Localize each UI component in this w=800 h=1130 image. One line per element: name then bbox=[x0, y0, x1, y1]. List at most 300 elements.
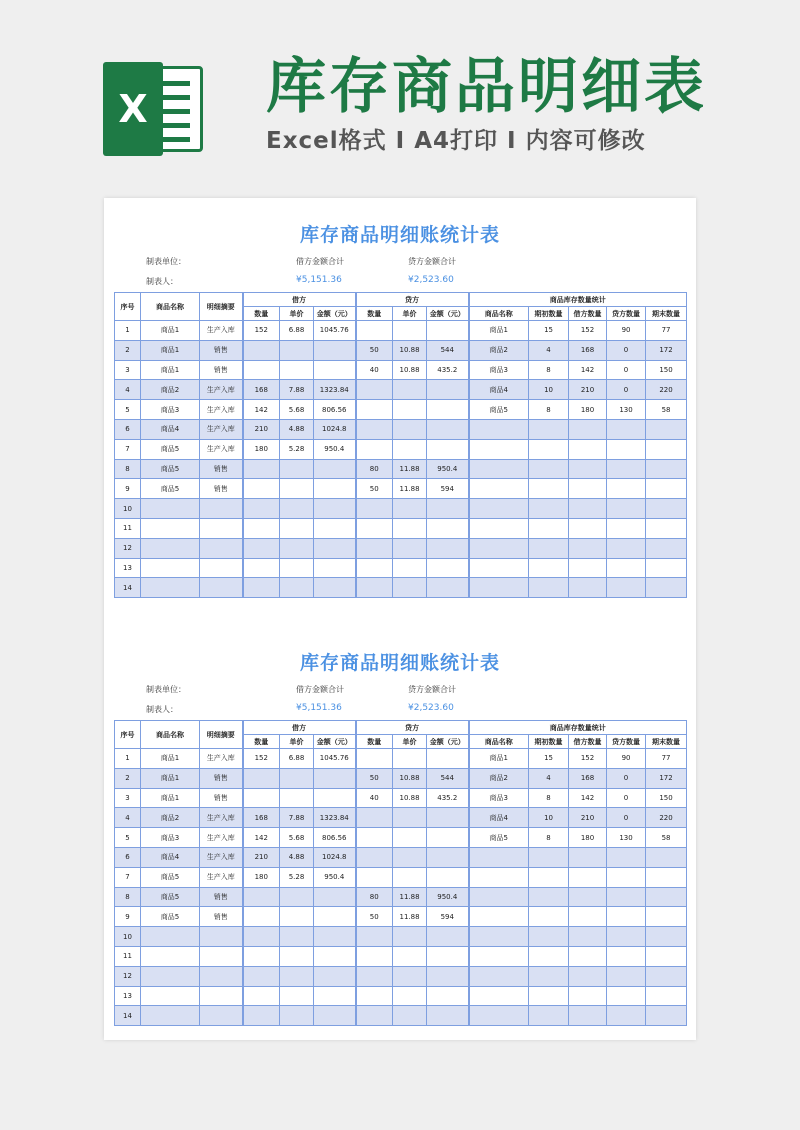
seq-cell[interactable]: 8 bbox=[115, 887, 141, 907]
debit-price-cell[interactable]: 5.68 bbox=[280, 400, 314, 420]
seq-cell[interactable]: 11 bbox=[115, 518, 141, 538]
seq-cell[interactable]: 13 bbox=[115, 986, 141, 1006]
seq-cell[interactable]: 7 bbox=[115, 439, 141, 459]
debit-price-cell[interactable] bbox=[280, 966, 314, 986]
debit-qty-total-cell[interactable] bbox=[569, 927, 607, 947]
debit-amount-cell[interactable] bbox=[314, 340, 356, 360]
debit-qty-cell[interactable] bbox=[243, 558, 280, 578]
credit-qty-total-cell[interactable] bbox=[607, 459, 646, 479]
closing-qty-cell[interactable] bbox=[646, 419, 687, 439]
summary-cell[interactable]: 生产入库 bbox=[200, 321, 243, 341]
stock-name-cell[interactable] bbox=[469, 907, 529, 927]
seq-cell[interactable]: 3 bbox=[115, 360, 141, 380]
closing-qty-cell[interactable]: 150 bbox=[646, 360, 687, 380]
credit-qty-cell[interactable]: 50 bbox=[356, 479, 393, 499]
debit-qty-total-cell[interactable]: 142 bbox=[569, 788, 607, 808]
debit-price-cell[interactable] bbox=[280, 768, 314, 788]
seq-cell[interactable]: 11 bbox=[115, 946, 141, 966]
credit-price-cell[interactable] bbox=[393, 578, 427, 598]
credit-qty-cell[interactable] bbox=[356, 808, 393, 828]
closing-qty-cell[interactable]: 220 bbox=[646, 808, 687, 828]
credit-amount-cell[interactable] bbox=[427, 946, 469, 966]
debit-amount-cell[interactable]: 1024.8 bbox=[314, 419, 356, 439]
seq-cell[interactable]: 6 bbox=[115, 419, 141, 439]
debit-qty-cell[interactable]: 180 bbox=[243, 867, 280, 887]
product-name-cell[interactable]: 商品4 bbox=[141, 847, 200, 867]
product-name-cell[interactable] bbox=[141, 578, 200, 598]
credit-price-cell[interactable] bbox=[393, 439, 427, 459]
credit-qty-total-cell[interactable]: 0 bbox=[607, 808, 646, 828]
credit-qty-cell[interactable] bbox=[356, 321, 393, 341]
seq-cell[interactable]: 10 bbox=[115, 927, 141, 947]
debit-qty-total-cell[interactable]: 180 bbox=[569, 828, 607, 848]
credit-price-cell[interactable]: 11.88 bbox=[393, 887, 427, 907]
product-name-cell[interactable]: 商品1 bbox=[141, 321, 200, 341]
credit-price-cell[interactable]: 11.88 bbox=[393, 459, 427, 479]
debit-qty-total-cell[interactable] bbox=[569, 499, 607, 519]
debit-amount-cell[interactable] bbox=[314, 1006, 356, 1026]
credit-amount-cell[interactable] bbox=[427, 749, 469, 769]
debit-price-cell[interactable] bbox=[280, 459, 314, 479]
product-name-cell[interactable] bbox=[141, 946, 200, 966]
stock-name-cell[interactable] bbox=[469, 847, 529, 867]
credit-amount-cell[interactable] bbox=[427, 499, 469, 519]
credit-qty-cell[interactable]: 40 bbox=[356, 360, 393, 380]
product-name-cell[interactable]: 商品3 bbox=[141, 400, 200, 420]
credit-qty-total-cell[interactable]: 90 bbox=[607, 321, 646, 341]
opening-qty-cell[interactable]: 4 bbox=[529, 768, 569, 788]
credit-qty-total-cell[interactable] bbox=[607, 847, 646, 867]
seq-cell[interactable]: 12 bbox=[115, 966, 141, 986]
opening-qty-cell[interactable] bbox=[529, 518, 569, 538]
closing-qty-cell[interactable] bbox=[646, 538, 687, 558]
credit-qty-total-cell[interactable]: 0 bbox=[607, 788, 646, 808]
credit-amount-cell[interactable]: 594 bbox=[427, 907, 469, 927]
credit-qty-total-cell[interactable]: 130 bbox=[607, 400, 646, 420]
debit-amount-cell[interactable] bbox=[314, 986, 356, 1006]
closing-qty-cell[interactable] bbox=[646, 518, 687, 538]
credit-qty-total-cell[interactable] bbox=[607, 946, 646, 966]
debit-qty-total-cell[interactable] bbox=[569, 907, 607, 927]
debit-qty-cell[interactable] bbox=[243, 459, 280, 479]
stock-name-cell[interactable]: 商品3 bbox=[469, 360, 529, 380]
seq-cell[interactable]: 9 bbox=[115, 479, 141, 499]
debit-amount-cell[interactable]: 1024.8 bbox=[314, 847, 356, 867]
credit-qty-total-cell[interactable]: 0 bbox=[607, 360, 646, 380]
seq-cell[interactable]: 5 bbox=[115, 828, 141, 848]
debit-qty-total-cell[interactable] bbox=[569, 419, 607, 439]
credit-price-cell[interactable]: 10.88 bbox=[393, 340, 427, 360]
closing-qty-cell[interactable] bbox=[646, 946, 687, 966]
summary-cell[interactable]: 生产入库 bbox=[200, 749, 243, 769]
credit-amount-cell[interactable] bbox=[427, 828, 469, 848]
stock-name-cell[interactable] bbox=[469, 459, 529, 479]
debit-price-cell[interactable] bbox=[280, 946, 314, 966]
credit-price-cell[interactable]: 10.88 bbox=[393, 788, 427, 808]
opening-qty-cell[interactable] bbox=[529, 887, 569, 907]
closing-qty-cell[interactable]: 77 bbox=[646, 321, 687, 341]
debit-amount-cell[interactable] bbox=[314, 479, 356, 499]
credit-qty-cell[interactable] bbox=[356, 986, 393, 1006]
product-name-cell[interactable] bbox=[141, 986, 200, 1006]
opening-qty-cell[interactable] bbox=[529, 479, 569, 499]
debit-price-cell[interactable] bbox=[280, 499, 314, 519]
opening-qty-cell[interactable]: 4 bbox=[529, 340, 569, 360]
debit-qty-cell[interactable]: 168 bbox=[243, 808, 280, 828]
closing-qty-cell[interactable]: 58 bbox=[646, 400, 687, 420]
credit-amount-cell[interactable] bbox=[427, 927, 469, 947]
product-name-cell[interactable]: 商品1 bbox=[141, 768, 200, 788]
closing-qty-cell[interactable] bbox=[646, 479, 687, 499]
debit-price-cell[interactable]: 5.28 bbox=[280, 867, 314, 887]
debit-amount-cell[interactable]: 806.56 bbox=[314, 828, 356, 848]
credit-qty-cell[interactable] bbox=[356, 419, 393, 439]
credit-amount-cell[interactable]: 950.4 bbox=[427, 459, 469, 479]
closing-qty-cell[interactable]: 150 bbox=[646, 788, 687, 808]
summary-cell[interactable]: 销售 bbox=[200, 907, 243, 927]
debit-amount-cell[interactable] bbox=[314, 946, 356, 966]
opening-qty-cell[interactable] bbox=[529, 927, 569, 947]
summary-cell[interactable] bbox=[200, 499, 243, 519]
credit-qty-cell[interactable] bbox=[356, 499, 393, 519]
opening-qty-cell[interactable]: 8 bbox=[529, 788, 569, 808]
debit-amount-cell[interactable] bbox=[314, 558, 356, 578]
credit-qty-cell[interactable] bbox=[356, 518, 393, 538]
summary-cell[interactable]: 生产入库 bbox=[200, 380, 243, 400]
debit-qty-total-cell[interactable]: 168 bbox=[569, 768, 607, 788]
credit-price-cell[interactable] bbox=[393, 1006, 427, 1026]
credit-qty-total-cell[interactable] bbox=[607, 499, 646, 519]
credit-qty-cell[interactable]: 50 bbox=[356, 340, 393, 360]
debit-qty-total-cell[interactable] bbox=[569, 986, 607, 1006]
opening-qty-cell[interactable] bbox=[529, 966, 569, 986]
debit-qty-cell[interactable]: 142 bbox=[243, 828, 280, 848]
credit-amount-cell[interactable]: 544 bbox=[427, 340, 469, 360]
seq-cell[interactable]: 12 bbox=[115, 538, 141, 558]
debit-qty-cell[interactable] bbox=[243, 578, 280, 598]
debit-price-cell[interactable] bbox=[280, 578, 314, 598]
credit-price-cell[interactable] bbox=[393, 946, 427, 966]
opening-qty-cell[interactable]: 15 bbox=[529, 321, 569, 341]
debit-qty-total-cell[interactable] bbox=[569, 966, 607, 986]
stock-name-cell[interactable]: 商品3 bbox=[469, 788, 529, 808]
product-name-cell[interactable]: 商品1 bbox=[141, 340, 200, 360]
credit-qty-total-cell[interactable] bbox=[607, 907, 646, 927]
closing-qty-cell[interactable] bbox=[646, 907, 687, 927]
opening-qty-cell[interactable] bbox=[529, 578, 569, 598]
credit-amount-cell[interactable] bbox=[427, 808, 469, 828]
summary-cell[interactable] bbox=[200, 578, 243, 598]
product-name-cell[interactable]: 商品5 bbox=[141, 867, 200, 887]
closing-qty-cell[interactable]: 58 bbox=[646, 828, 687, 848]
debit-amount-cell[interactable] bbox=[314, 768, 356, 788]
debit-qty-cell[interactable]: 180 bbox=[243, 439, 280, 459]
opening-qty-cell[interactable] bbox=[529, 867, 569, 887]
seq-cell[interactable]: 10 bbox=[115, 499, 141, 519]
debit-qty-total-cell[interactable]: 142 bbox=[569, 360, 607, 380]
credit-amount-cell[interactable] bbox=[427, 578, 469, 598]
credit-qty-cell[interactable] bbox=[356, 538, 393, 558]
credit-price-cell[interactable] bbox=[393, 828, 427, 848]
debit-price-cell[interactable]: 6.88 bbox=[280, 749, 314, 769]
closing-qty-cell[interactable] bbox=[646, 867, 687, 887]
summary-cell[interactable]: 生产入库 bbox=[200, 867, 243, 887]
stock-name-cell[interactable] bbox=[469, 419, 529, 439]
credit-price-cell[interactable] bbox=[393, 927, 427, 947]
debit-price-cell[interactable]: 5.28 bbox=[280, 439, 314, 459]
credit-amount-cell[interactable]: 435.2 bbox=[427, 788, 469, 808]
opening-qty-cell[interactable] bbox=[529, 946, 569, 966]
debit-price-cell[interactable] bbox=[280, 558, 314, 578]
credit-price-cell[interactable] bbox=[393, 966, 427, 986]
opening-qty-cell[interactable] bbox=[529, 459, 569, 479]
credit-amount-cell[interactable]: 435.2 bbox=[427, 360, 469, 380]
debit-qty-cell[interactable]: 142 bbox=[243, 400, 280, 420]
stock-name-cell[interactable] bbox=[469, 538, 529, 558]
credit-qty-cell[interactable] bbox=[356, 966, 393, 986]
debit-price-cell[interactable]: 7.88 bbox=[280, 808, 314, 828]
stock-name-cell[interactable] bbox=[469, 946, 529, 966]
debit-amount-cell[interactable]: 806.56 bbox=[314, 400, 356, 420]
credit-qty-cell[interactable]: 80 bbox=[356, 459, 393, 479]
credit-qty-cell[interactable] bbox=[356, 439, 393, 459]
opening-qty-cell[interactable] bbox=[529, 847, 569, 867]
summary-cell[interactable] bbox=[200, 518, 243, 538]
credit-qty-total-cell[interactable] bbox=[607, 518, 646, 538]
credit-amount-cell[interactable] bbox=[427, 558, 469, 578]
credit-qty-total-cell[interactable]: 90 bbox=[607, 749, 646, 769]
closing-qty-cell[interactable] bbox=[646, 439, 687, 459]
stock-name-cell[interactable] bbox=[469, 986, 529, 1006]
seq-cell[interactable]: 5 bbox=[115, 400, 141, 420]
summary-cell[interactable]: 生产入库 bbox=[200, 808, 243, 828]
credit-qty-total-cell[interactable] bbox=[607, 538, 646, 558]
debit-amount-cell[interactable]: 1323.84 bbox=[314, 380, 356, 400]
product-name-cell[interactable]: 商品5 bbox=[141, 459, 200, 479]
credit-price-cell[interactable] bbox=[393, 518, 427, 538]
closing-qty-cell[interactable]: 77 bbox=[646, 749, 687, 769]
debit-price-cell[interactable] bbox=[280, 927, 314, 947]
debit-amount-cell[interactable] bbox=[314, 459, 356, 479]
debit-qty-cell[interactable] bbox=[243, 538, 280, 558]
summary-cell[interactable]: 生产入库 bbox=[200, 419, 243, 439]
debit-qty-total-cell[interactable] bbox=[569, 459, 607, 479]
summary-cell[interactable]: 生产入库 bbox=[200, 828, 243, 848]
stock-name-cell[interactable]: 商品2 bbox=[469, 768, 529, 788]
credit-qty-cell[interactable] bbox=[356, 867, 393, 887]
stock-name-cell[interactable] bbox=[469, 499, 529, 519]
stock-name-cell[interactable] bbox=[469, 1006, 529, 1026]
credit-amount-cell[interactable] bbox=[427, 867, 469, 887]
opening-qty-cell[interactable]: 8 bbox=[529, 360, 569, 380]
summary-cell[interactable] bbox=[200, 986, 243, 1006]
product-name-cell[interactable] bbox=[141, 558, 200, 578]
summary-cell[interactable]: 销售 bbox=[200, 340, 243, 360]
credit-amount-cell[interactable] bbox=[427, 966, 469, 986]
seq-cell[interactable]: 13 bbox=[115, 558, 141, 578]
product-name-cell[interactable]: 商品5 bbox=[141, 887, 200, 907]
credit-amount-cell[interactable] bbox=[427, 1006, 469, 1026]
closing-qty-cell[interactable] bbox=[646, 986, 687, 1006]
debit-qty-cell[interactable]: 152 bbox=[243, 321, 280, 341]
credit-amount-cell[interactable] bbox=[427, 419, 469, 439]
opening-qty-cell[interactable]: 8 bbox=[529, 400, 569, 420]
seq-cell[interactable]: 3 bbox=[115, 788, 141, 808]
summary-cell[interactable] bbox=[200, 927, 243, 947]
stock-name-cell[interactable] bbox=[469, 479, 529, 499]
credit-amount-cell[interactable]: 594 bbox=[427, 479, 469, 499]
debit-qty-total-cell[interactable]: 210 bbox=[569, 808, 607, 828]
debit-qty-total-cell[interactable]: 210 bbox=[569, 380, 607, 400]
debit-amount-cell[interactable] bbox=[314, 518, 356, 538]
summary-cell[interactable]: 销售 bbox=[200, 788, 243, 808]
credit-qty-cell[interactable] bbox=[356, 749, 393, 769]
debit-qty-cell[interactable] bbox=[243, 768, 280, 788]
credit-price-cell[interactable] bbox=[393, 400, 427, 420]
closing-qty-cell[interactable]: 172 bbox=[646, 768, 687, 788]
debit-qty-total-cell[interactable] bbox=[569, 479, 607, 499]
credit-qty-cell[interactable]: 80 bbox=[356, 887, 393, 907]
debit-qty-total-cell[interactable]: 152 bbox=[569, 749, 607, 769]
product-name-cell[interactable]: 商品1 bbox=[141, 749, 200, 769]
debit-qty-total-cell[interactable] bbox=[569, 439, 607, 459]
product-name-cell[interactable]: 商品1 bbox=[141, 788, 200, 808]
credit-amount-cell[interactable]: 950.4 bbox=[427, 887, 469, 907]
summary-cell[interactable]: 销售 bbox=[200, 768, 243, 788]
credit-price-cell[interactable] bbox=[393, 749, 427, 769]
credit-qty-total-cell[interactable] bbox=[607, 966, 646, 986]
credit-qty-cell[interactable]: 40 bbox=[356, 788, 393, 808]
credit-price-cell[interactable] bbox=[393, 419, 427, 439]
credit-qty-cell[interactable] bbox=[356, 927, 393, 947]
debit-qty-cell[interactable]: 210 bbox=[243, 847, 280, 867]
credit-qty-total-cell[interactable] bbox=[607, 927, 646, 947]
stock-name-cell[interactable] bbox=[469, 966, 529, 986]
credit-price-cell[interactable]: 11.88 bbox=[393, 479, 427, 499]
debit-amount-cell[interactable] bbox=[314, 907, 356, 927]
debit-qty-cell[interactable]: 152 bbox=[243, 749, 280, 769]
debit-amount-cell[interactable] bbox=[314, 499, 356, 519]
credit-qty-cell[interactable] bbox=[356, 847, 393, 867]
debit-qty-total-cell[interactable] bbox=[569, 946, 607, 966]
debit-price-cell[interactable] bbox=[280, 1006, 314, 1026]
stock-name-cell[interactable] bbox=[469, 867, 529, 887]
debit-price-cell[interactable] bbox=[280, 479, 314, 499]
closing-qty-cell[interactable] bbox=[646, 847, 687, 867]
debit-amount-cell[interactable]: 1323.84 bbox=[314, 808, 356, 828]
debit-qty-cell[interactable] bbox=[243, 1006, 280, 1026]
credit-price-cell[interactable]: 11.88 bbox=[393, 907, 427, 927]
debit-amount-cell[interactable] bbox=[314, 887, 356, 907]
credit-price-cell[interactable] bbox=[393, 558, 427, 578]
debit-qty-cell[interactable] bbox=[243, 946, 280, 966]
stock-name-cell[interactable]: 商品5 bbox=[469, 828, 529, 848]
credit-qty-cell[interactable] bbox=[356, 946, 393, 966]
seq-cell[interactable]: 14 bbox=[115, 1006, 141, 1026]
debit-price-cell[interactable] bbox=[280, 518, 314, 538]
credit-amount-cell[interactable] bbox=[427, 847, 469, 867]
closing-qty-cell[interactable] bbox=[646, 558, 687, 578]
opening-qty-cell[interactable]: 10 bbox=[529, 380, 569, 400]
closing-qty-cell[interactable]: 220 bbox=[646, 380, 687, 400]
credit-amount-cell[interactable] bbox=[427, 321, 469, 341]
debit-price-cell[interactable] bbox=[280, 788, 314, 808]
summary-cell[interactable] bbox=[200, 538, 243, 558]
credit-amount-cell[interactable] bbox=[427, 380, 469, 400]
credit-qty-cell[interactable]: 50 bbox=[356, 907, 393, 927]
debit-qty-cell[interactable]: 210 bbox=[243, 419, 280, 439]
opening-qty-cell[interactable] bbox=[529, 1006, 569, 1026]
debit-qty-cell[interactable] bbox=[243, 966, 280, 986]
credit-amount-cell[interactable]: 544 bbox=[427, 768, 469, 788]
credit-price-cell[interactable] bbox=[393, 499, 427, 519]
debit-qty-total-cell[interactable] bbox=[569, 887, 607, 907]
debit-qty-total-cell[interactable] bbox=[569, 847, 607, 867]
seq-cell[interactable]: 1 bbox=[115, 321, 141, 341]
credit-qty-total-cell[interactable] bbox=[607, 439, 646, 459]
product-name-cell[interactable]: 商品5 bbox=[141, 479, 200, 499]
summary-cell[interactable] bbox=[200, 558, 243, 578]
summary-cell[interactable]: 生产入库 bbox=[200, 400, 243, 420]
stock-name-cell[interactable] bbox=[469, 887, 529, 907]
credit-qty-total-cell[interactable] bbox=[607, 419, 646, 439]
credit-price-cell[interactable] bbox=[393, 538, 427, 558]
credit-qty-total-cell[interactable] bbox=[607, 986, 646, 1006]
debit-qty-cell[interactable] bbox=[243, 479, 280, 499]
summary-cell[interactable]: 销售 bbox=[200, 360, 243, 380]
credit-qty-total-cell[interactable]: 0 bbox=[607, 768, 646, 788]
stock-name-cell[interactable] bbox=[469, 927, 529, 947]
credit-amount-cell[interactable] bbox=[427, 400, 469, 420]
summary-cell[interactable]: 生产入库 bbox=[200, 847, 243, 867]
credit-price-cell[interactable] bbox=[393, 321, 427, 341]
product-name-cell[interactable]: 商品5 bbox=[141, 907, 200, 927]
debit-amount-cell[interactable] bbox=[314, 360, 356, 380]
opening-qty-cell[interactable] bbox=[529, 538, 569, 558]
credit-price-cell[interactable]: 10.88 bbox=[393, 360, 427, 380]
debit-amount-cell[interactable] bbox=[314, 927, 356, 947]
debit-price-cell[interactable] bbox=[280, 907, 314, 927]
closing-qty-cell[interactable] bbox=[646, 1006, 687, 1026]
credit-amount-cell[interactable] bbox=[427, 538, 469, 558]
product-name-cell[interactable]: 商品4 bbox=[141, 419, 200, 439]
credit-price-cell[interactable] bbox=[393, 867, 427, 887]
seq-cell[interactable]: 8 bbox=[115, 459, 141, 479]
debit-price-cell[interactable] bbox=[280, 340, 314, 360]
debit-price-cell[interactable]: 5.68 bbox=[280, 828, 314, 848]
debit-qty-cell[interactable] bbox=[243, 986, 280, 1006]
stock-name-cell[interactable] bbox=[469, 439, 529, 459]
credit-qty-total-cell[interactable] bbox=[607, 887, 646, 907]
stock-name-cell[interactable] bbox=[469, 578, 529, 598]
credit-qty-total-cell[interactable] bbox=[607, 578, 646, 598]
debit-amount-cell[interactable] bbox=[314, 538, 356, 558]
opening-qty-cell[interactable] bbox=[529, 499, 569, 519]
credit-price-cell[interactable]: 10.88 bbox=[393, 768, 427, 788]
product-name-cell[interactable]: 商品3 bbox=[141, 828, 200, 848]
credit-qty-total-cell[interactable] bbox=[607, 867, 646, 887]
debit-amount-cell[interactable]: 950.4 bbox=[314, 439, 356, 459]
debit-qty-cell[interactable] bbox=[243, 927, 280, 947]
debit-price-cell[interactable]: 4.88 bbox=[280, 419, 314, 439]
debit-price-cell[interactable] bbox=[280, 887, 314, 907]
credit-qty-total-cell[interactable]: 0 bbox=[607, 340, 646, 360]
seq-cell[interactable]: 2 bbox=[115, 340, 141, 360]
opening-qty-cell[interactable] bbox=[529, 439, 569, 459]
debit-price-cell[interactable]: 4.88 bbox=[280, 847, 314, 867]
stock-name-cell[interactable]: 商品4 bbox=[469, 808, 529, 828]
product-name-cell[interactable] bbox=[141, 538, 200, 558]
